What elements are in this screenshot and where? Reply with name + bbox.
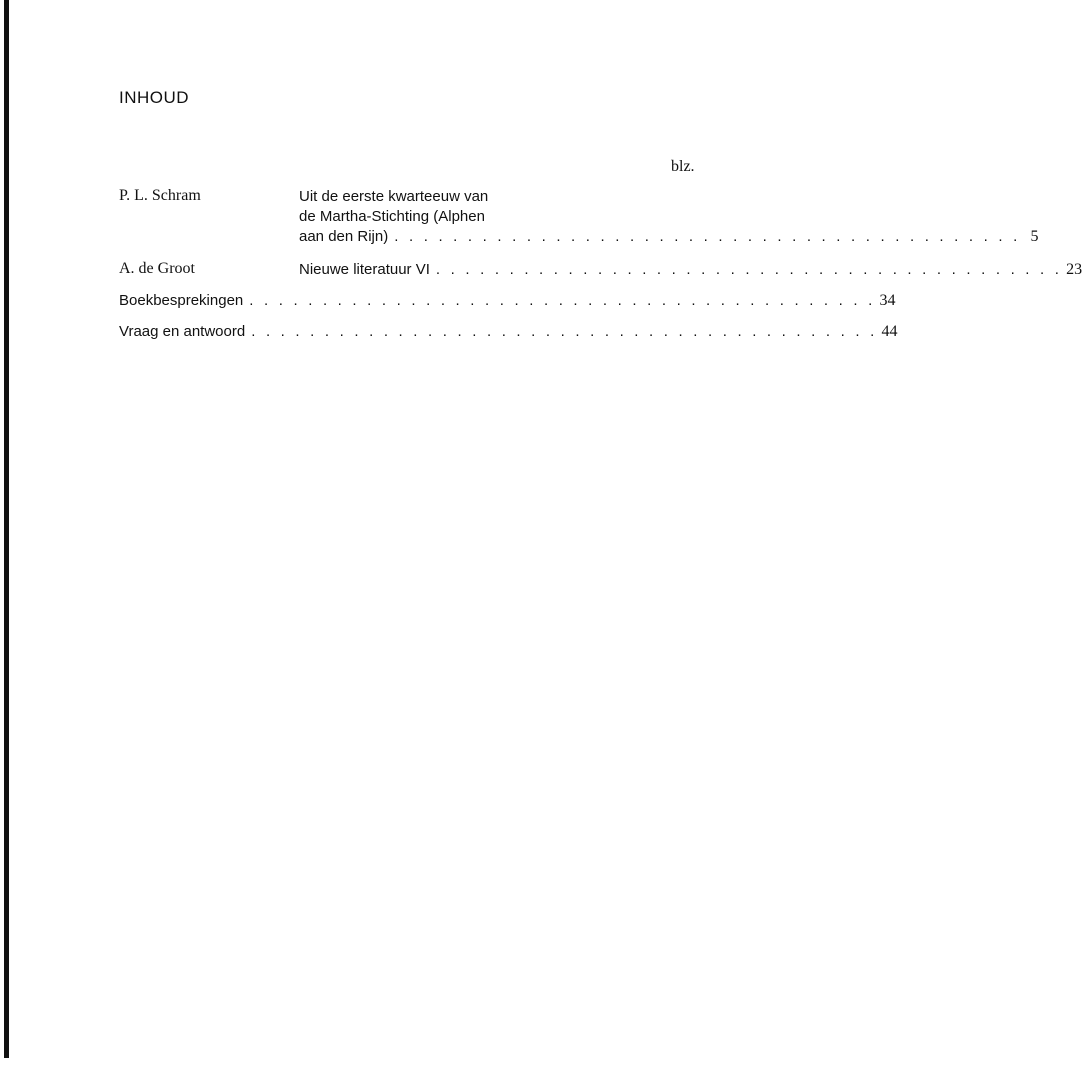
toc-section-vraag-en-antwoord: [119, 323, 898, 341]
dot-leader: . . . . . . . . . . . . . . . . . . . . . . . . . . . . . . . . . . . . . . . . . . .: [435, 261, 1063, 278]
toc-entry-2-page: 23: [1066, 261, 1082, 278]
toc-entry-1-leader-row: [299, 228, 1039, 246]
toc-section-page: 34: [879, 292, 896, 309]
toc-section-page: 44: [881, 323, 898, 340]
toc-entry-2-author: A. de Groot: [119, 260, 195, 277]
toc-entry-2-leader-row: [299, 261, 1082, 279]
toc-entry-2-title: Nieuwe literatuur VI: [299, 261, 430, 278]
toc-section-label: Vraag en antwoord: [119, 323, 246, 340]
page-column-label: blz.: [671, 158, 695, 175]
page-title: INHOUD: [119, 88, 190, 107]
page-binding-edge: [4, 0, 9, 1058]
dot-leader: . . . . . . . . . . . . . . . . . . . . . . . . . . . . . . . . . . . . . . . . . . .: [251, 323, 878, 340]
toc-entry-1-title-line-3: aan den Rijn): [299, 228, 389, 245]
dot-leader: . . . . . . . . . . . . . . . . . . . . . . . . . . . . . . . . . . . . . . . . . . .: [394, 228, 1021, 245]
dot-leader: . . . . . . . . . . . . . . . . . . . . . . . . . . . . . . . . . . . . . . . . . . .: [249, 292, 876, 309]
toc-section-boekbesprekingen: [119, 292, 896, 310]
toc-entry-1-title-line-1: Uit de eerste kwarteeuw van: [299, 188, 489, 205]
toc-section-label: Boekbesprekingen: [119, 292, 244, 309]
toc-entry-1-page: 5: [1030, 228, 1039, 245]
toc-entry-1-author: P. L. Schram: [119, 187, 201, 204]
toc-entry-1-title-line-2: de Martha-Stichting (Alphen: [299, 208, 485, 225]
